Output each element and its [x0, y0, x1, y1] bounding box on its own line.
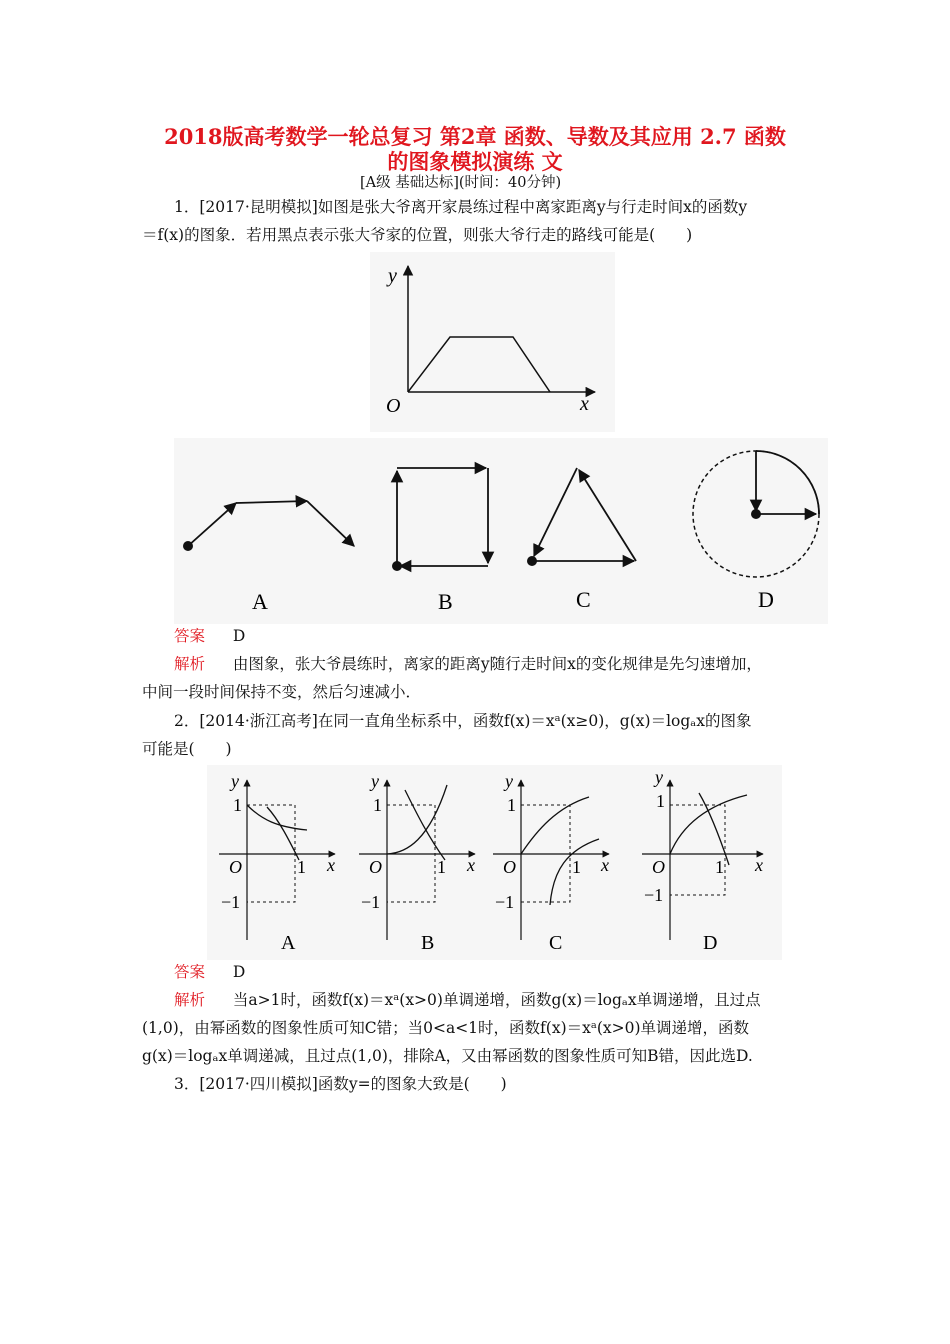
q3-text-line-1: 3．[2017·四川模拟]函数y=的图象大致是( ) — [174, 1075, 507, 1093]
svg-text:x: x — [755, 855, 763, 875]
q2-answer-value: D — [232, 963, 246, 981]
q1-explanation-text-1: 由图象，张大爷晨练时，离家的距离y随行走时间x的变化规律是先匀速增加， — [232, 655, 762, 673]
route-option-c — [527, 468, 636, 566]
q1-answer-label: 答案 — [174, 627, 206, 645]
q1-y-axis-label: y — [388, 265, 397, 287]
q2-explanation-line-1 — [174, 989, 761, 1011]
q2-graph-d-label: D — [703, 932, 718, 954]
q1-explanation-line-2: 中间一段时间保持不变，然后匀速减小． — [142, 683, 422, 701]
svg-text:O: O — [369, 857, 382, 877]
route-option-b — [392, 468, 488, 571]
svg-text:1: 1 — [656, 791, 665, 811]
svg-text:y: y — [505, 771, 513, 791]
q2-explanation-line-3: g(x)＝logₐx单调递减，且过点(1,0)，排除A，又由幂函数的图象性质可知B错，因此选D. — [142, 1047, 753, 1065]
route-option-d — [693, 451, 819, 577]
q2-graph-b-label: B — [421, 932, 435, 954]
svg-text:O: O — [229, 857, 242, 877]
q2-graph-options — [207, 765, 782, 960]
q1-text-line-1: 1．[2017·昆明模拟]如图是张大爷离开家晨练过程中离家距离y与行走时间x的函数y — [174, 198, 748, 216]
q2-graph-a-label: A — [281, 932, 296, 954]
svg-text:1: 1 — [715, 857, 724, 877]
q1-answer-value: D — [232, 627, 246, 645]
svg-text:−1: −1 — [644, 885, 664, 905]
svg-text:O: O — [652, 857, 665, 877]
q2-explanation-label: 解析 — [174, 991, 206, 1009]
q2-explanation-text-1: 当a>1时，函数f(x)＝xᵃ(x>0)单调递增，函数g(x)＝logₐx单调递增，且过点 — [232, 991, 761, 1009]
q1-text-line-2: ＝f(x)的图象．若用黑点表示张大爷家的位置，则张大爷行走的路线可能是( ) — [142, 226, 693, 244]
svg-text:x: x — [467, 855, 475, 875]
svg-text:O: O — [503, 857, 516, 877]
svg-text:1: 1 — [507, 795, 516, 815]
q1-route-options — [174, 438, 828, 624]
q2-answer — [174, 961, 245, 983]
svg-text:1: 1 — [233, 795, 242, 815]
section-subtitle: [A级 基础达标](时间：40分钟) — [360, 175, 562, 191]
svg-text:−1: −1 — [361, 892, 381, 912]
q2-graph-d — [642, 767, 763, 954]
svg-text:y: y — [655, 767, 663, 787]
svg-text:y: y — [231, 771, 239, 791]
q2-graph-c-label: C — [549, 932, 563, 954]
document-title — [60, 124, 890, 174]
route-label-c: C — [576, 587, 591, 612]
q2-graph-a — [219, 771, 335, 954]
svg-text:1: 1 — [572, 857, 581, 877]
svg-text:−1: −1 — [495, 892, 515, 912]
q1-answer — [174, 625, 245, 647]
svg-text:1: 1 — [297, 857, 306, 877]
q2-explanation-line-2: (1,0)，由幂函数的图象性质可知C错；当0<a<1时，函数f(x)＝xᵃ(x>0)单调递增，函数 — [142, 1019, 750, 1037]
q2-answer-label: 答案 — [174, 963, 206, 981]
q1-x-axis-label: x — [580, 393, 589, 415]
svg-text:x: x — [601, 855, 609, 875]
q2-text-line-1: 2．[2014·浙江高考]在同一直角坐标系中，函数f(x)＝xᵃ(x≥0)，g(x)＝logₐx的图象 — [174, 712, 752, 730]
svg-text:x: x — [327, 855, 335, 875]
route-label-b: B — [438, 589, 453, 614]
title-line-1: 2018版高考数学一轮总复习 第2章 函数、导数及其应用 2.7 函数 — [164, 124, 786, 149]
q2-graph-b — [359, 771, 475, 954]
svg-text:1: 1 — [373, 795, 382, 815]
route-label-d: D — [758, 587, 774, 612]
q1-origin-label: O — [386, 395, 401, 417]
title-line-2: 的图象模拟演练 文 — [387, 149, 563, 174]
q1-distance-time-graph — [370, 252, 615, 432]
q2-graph-c — [493, 771, 609, 954]
svg-text:1: 1 — [437, 857, 446, 877]
q1-explanation-line-1 — [174, 653, 762, 675]
route-label-a: A — [252, 589, 268, 614]
q2-text-line-2: 可能是( ) — [142, 740, 232, 758]
svg-text:−1: −1 — [221, 892, 241, 912]
svg-text:y: y — [371, 771, 379, 791]
q1-explanation-label: 解析 — [174, 655, 206, 673]
route-option-a — [183, 501, 354, 551]
